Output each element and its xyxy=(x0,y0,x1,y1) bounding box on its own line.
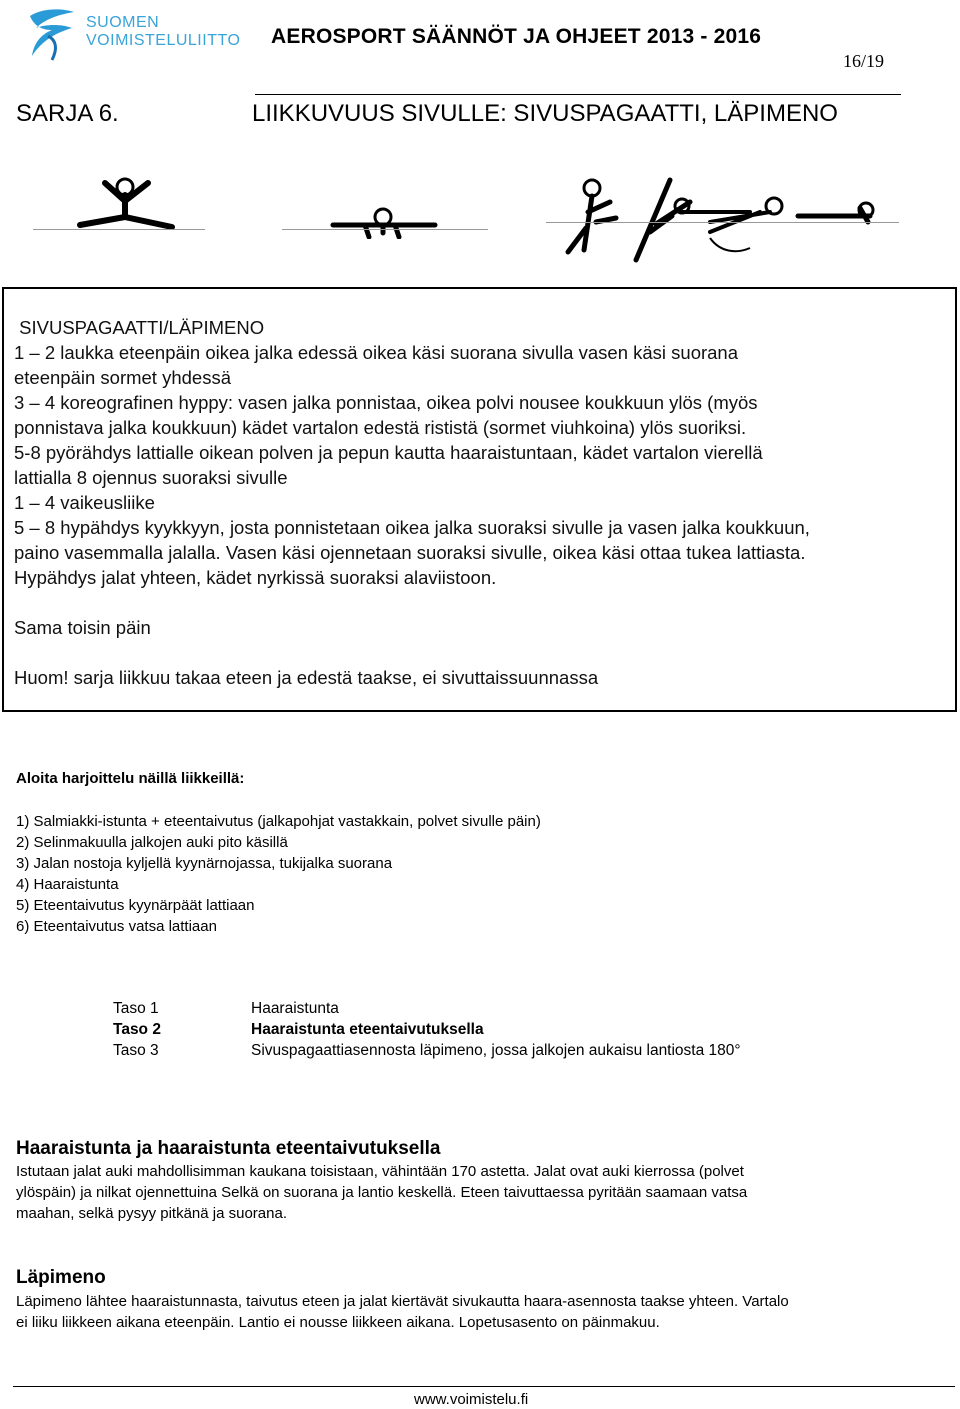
level-label: Taso 1 xyxy=(113,1000,159,1017)
same-other-side: Sama toisin päin xyxy=(14,617,151,638)
instruction-line: paino vasemmalla jalalla. Vasen käsi ojennetaan suoraksi sivulle, oikea käsi ottaa tukea lattiasta. xyxy=(14,542,806,563)
footer-url[interactable]: www.voimistelu.fi xyxy=(414,1391,529,1408)
level-label: Taso 2 xyxy=(113,1021,161,1038)
paragraph-line: ei liiku liikkeen aikana eteenpäin. Lantio ei nousse liikkeen aikana. Lopetusasento on päinmakuu. xyxy=(16,1314,660,1331)
series-title: LIIKKUVUUS SIVULLE: SIVUSPAGAATTI, LÄPIMENO xyxy=(252,100,838,127)
level-description: Sivuspagaattiasennosta läpimeno, jossa jalkojen aukaisu lantiosta 180° xyxy=(251,1042,741,1059)
instruction-line: 5 – 8 hypähdys kyykkyyn, josta ponnistetaan oikea jalka suoraksi sivulle ja vasen jalka koukkuun, xyxy=(14,517,810,538)
level-row xyxy=(113,1040,741,1061)
levels-table xyxy=(113,998,741,1061)
paragraph-line: ylöspäin) ja nilkat ojennettuina Selkä on suorana ja lantio keskellä. Eteen taivuttaessa pyritään saamaan vatsa xyxy=(16,1184,748,1201)
section-heading: Haaraistunta ja haaraistunta eteentaivutuksella xyxy=(16,1138,441,1159)
instruction-line: 1 – 4 vaikeusliike xyxy=(14,492,155,513)
list-item: 6) Eteentaivutus vatsa lattiaan xyxy=(16,918,217,935)
level-description: Haaraistunta xyxy=(251,1000,339,1017)
paragraph-line: maahan, selkä pysyy pitkänä ja suorana. xyxy=(16,1205,287,1222)
list-item: 2) Selinmakuulla jalkojen auki pito käsillä xyxy=(16,834,288,851)
instruction-text xyxy=(14,315,954,690)
instruction-line: Hypähdys jalat yhteen, kädet nyrkissä suoraksi alaviistoon. xyxy=(14,567,497,588)
split-jump-figure-icon xyxy=(60,175,190,235)
list-item: 4) Haaraistunta xyxy=(16,876,119,893)
voimisteluliitto-logo-icon xyxy=(22,6,84,64)
level-description: Haaraistunta eteentaivutuksella xyxy=(251,1021,484,1038)
instruction-line: lattialla 8 ojennus suoraksi sivulle xyxy=(14,467,288,488)
list-item: 5) Eteentaivutus kyynärpäät lattiaan xyxy=(16,897,255,914)
logo-text xyxy=(86,14,240,50)
instruction-line: eteenpäin sormet yhdessä xyxy=(14,367,231,388)
warmup-list xyxy=(16,811,541,937)
instruction-note: Huom! sarja liikkuu takaa eteen ja edestä taakse, ei sivuttaissuunnassa xyxy=(14,667,599,688)
logo-line-2: VOIMISTELULIITTO xyxy=(86,32,241,49)
paragraph-line: Läpimeno lähtee haaraistunnasta, taivutus eteen ja jalat kiertävät sivukautta haara-asennosta taakse yhteen. Vartalo xyxy=(16,1293,789,1310)
sequence-figures-icon xyxy=(560,172,890,268)
side-split-figure-icon xyxy=(325,203,445,239)
series-label: SARJA 6. xyxy=(16,100,119,127)
level-label: Taso 3 xyxy=(113,1042,159,1059)
logo-line-1: SUOMEN xyxy=(86,14,160,31)
warmup-heading: Aloita harjoittelu näillä liikkeillä: xyxy=(16,770,245,787)
floor-line-1 xyxy=(33,229,205,230)
instruction-line: 5-8 pyörähdys lattialle oikean polven ja pepun kautta haaraistuntaan, kädet vartalon vierellä xyxy=(14,442,763,463)
document-title: AEROSPORT SÄÄNNÖT JA OHJEET 2013 - 2016 xyxy=(271,25,762,48)
floor-line-2 xyxy=(282,229,488,230)
section-paragraph xyxy=(16,1161,951,1224)
list-item: 3) Jalan nostoja kyljellä kyynärnojassa, tukijalka suorana xyxy=(16,855,393,872)
level-row xyxy=(113,1019,741,1040)
instruction-line: 1 – 2 laukka eteenpäin oikea jalka edessä oikea käsi suorana sivulla vasen käsi suorana xyxy=(14,342,739,363)
instruction-line: SIVUSPAGAATTI/LÄPIMENO xyxy=(14,317,265,338)
level-row xyxy=(113,998,741,1019)
section-heading: Läpimeno xyxy=(16,1267,106,1288)
header-rule xyxy=(255,94,901,95)
instruction-line: 3 – 4 koreografinen hyppy: vasen jalka ponnistaa, oikea polvi nousee koukkuun ylös (myös xyxy=(14,392,758,413)
list-item: 1) Salmiakki-istunta + eteentaivutus (jalkapohjat vastakkain, polvet sivulle päin) xyxy=(16,813,541,830)
section-paragraph xyxy=(16,1291,956,1333)
page-number: 16/19 xyxy=(843,51,885,71)
floor-line-3 xyxy=(546,222,899,223)
paragraph-line: Istutaan jalat auki mahdollisimman kaukana toisistaan, vähintään 170 astetta. Jalat ovat auki kierrossa (polvet xyxy=(16,1163,744,1180)
instruction-line: ponnistava jalka koukkuun) kädet vartalon edestä rististä (sormet viuhkoina) ylös suoriksi. xyxy=(14,417,747,438)
footer-rule xyxy=(13,1386,955,1387)
